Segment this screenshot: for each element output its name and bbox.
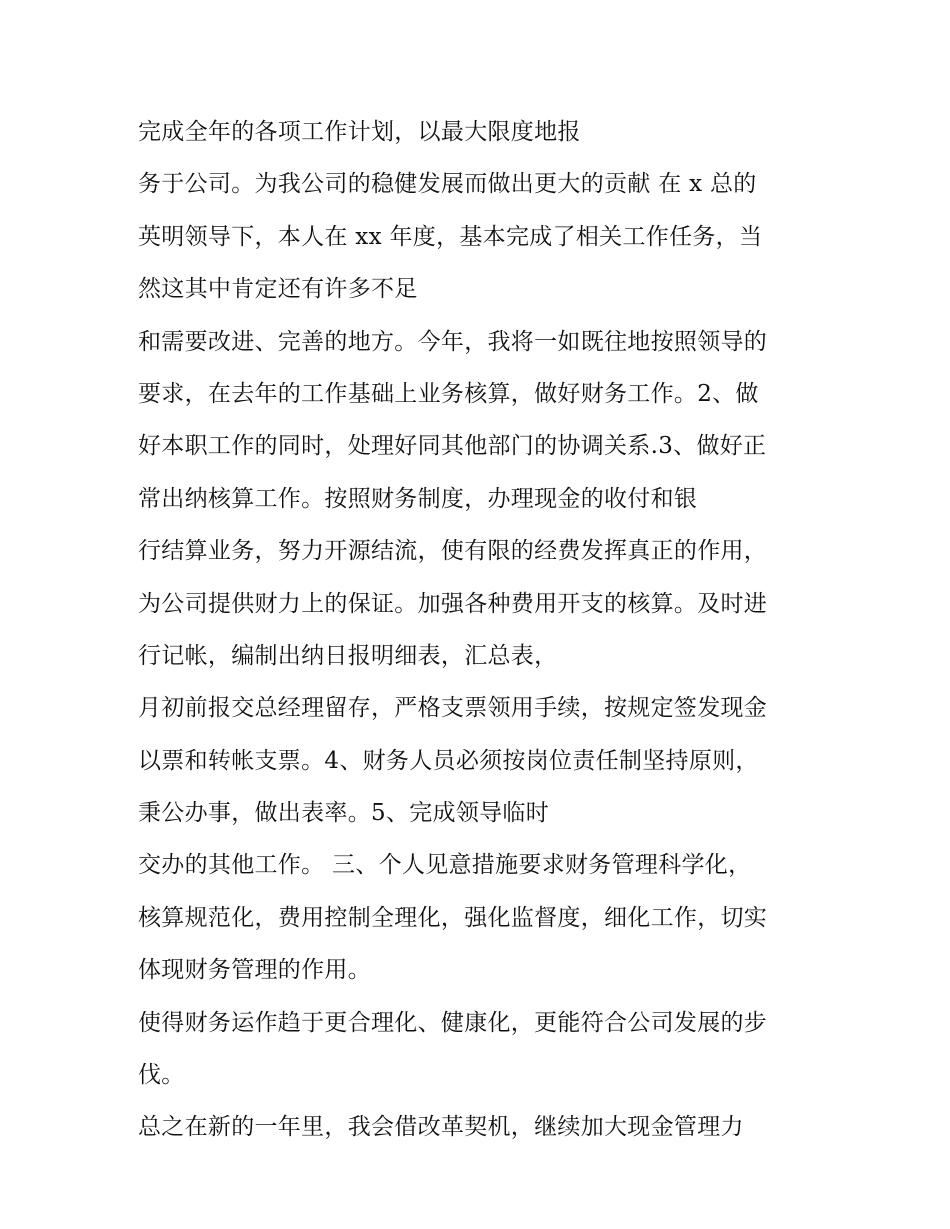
text-line: 交办的其他工作。 三、个人见意措施要求财务管理科学化，: [138, 852, 752, 879]
text-line: 然这其中肯定还有许多不足: [138, 276, 418, 303]
document-body: [138, 106, 828, 1154]
text-line: 核算规范化，费用控制全理化，强化监督度，细化工作，切实: [138, 904, 768, 931]
text-line: 体现财务管理的作用。: [138, 957, 371, 984]
text-line: 伐。: [138, 1062, 185, 1089]
text-line: 使得财务运作趋于更合理化、健康化，更能符合公司发展的步: [138, 1009, 768, 1036]
text-line: 务于公司。为我公司的稳健发展而做出更大的贡献 在 x 总的: [138, 171, 757, 198]
text-line: 要求，在去年的工作基础上业务核算，做好财务工作。2、做: [138, 380, 759, 407]
text-line: 行记帐，编制出纳日报明细表，汇总表，: [138, 642, 558, 669]
text-line: 完成全年的各项工作计划，以最大限度地报: [138, 119, 581, 145]
text-line: 行结算业务，努力开源结流，使有限的经费发挥真正的作用，: [138, 538, 768, 565]
text-line: 常出纳核算工作。按照财务制度，办理现金的收付和银: [138, 485, 698, 512]
text-line: 和需要改进、完善的地方。今年，我将一如既往地按照领导的: [138, 328, 768, 355]
text-line: 总之在新的一年里，我会借改革契机，继续加大现金管理力: [138, 1114, 744, 1141]
text-line: 以票和转帐支票。4、财务人员必须按岗位责任制坚持原则，: [138, 747, 759, 774]
text-line: 英明领导下，本人在 xx 年度，基本完成了相关工作任务，当: [138, 223, 763, 250]
text-line: 月初前报交总经理留存，严格支票领用手续，按规定签发现金: [138, 695, 768, 722]
text-line: 秉公办事，做出表率。5、完成领导临时: [138, 800, 550, 827]
text-line: 好本职工作的同时，处理好同其他部门的协调关系.3、做好正: [138, 433, 767, 460]
text-line: 为公司提供财力上的保证。加强各种费用开支的核算。及时进: [138, 590, 768, 617]
